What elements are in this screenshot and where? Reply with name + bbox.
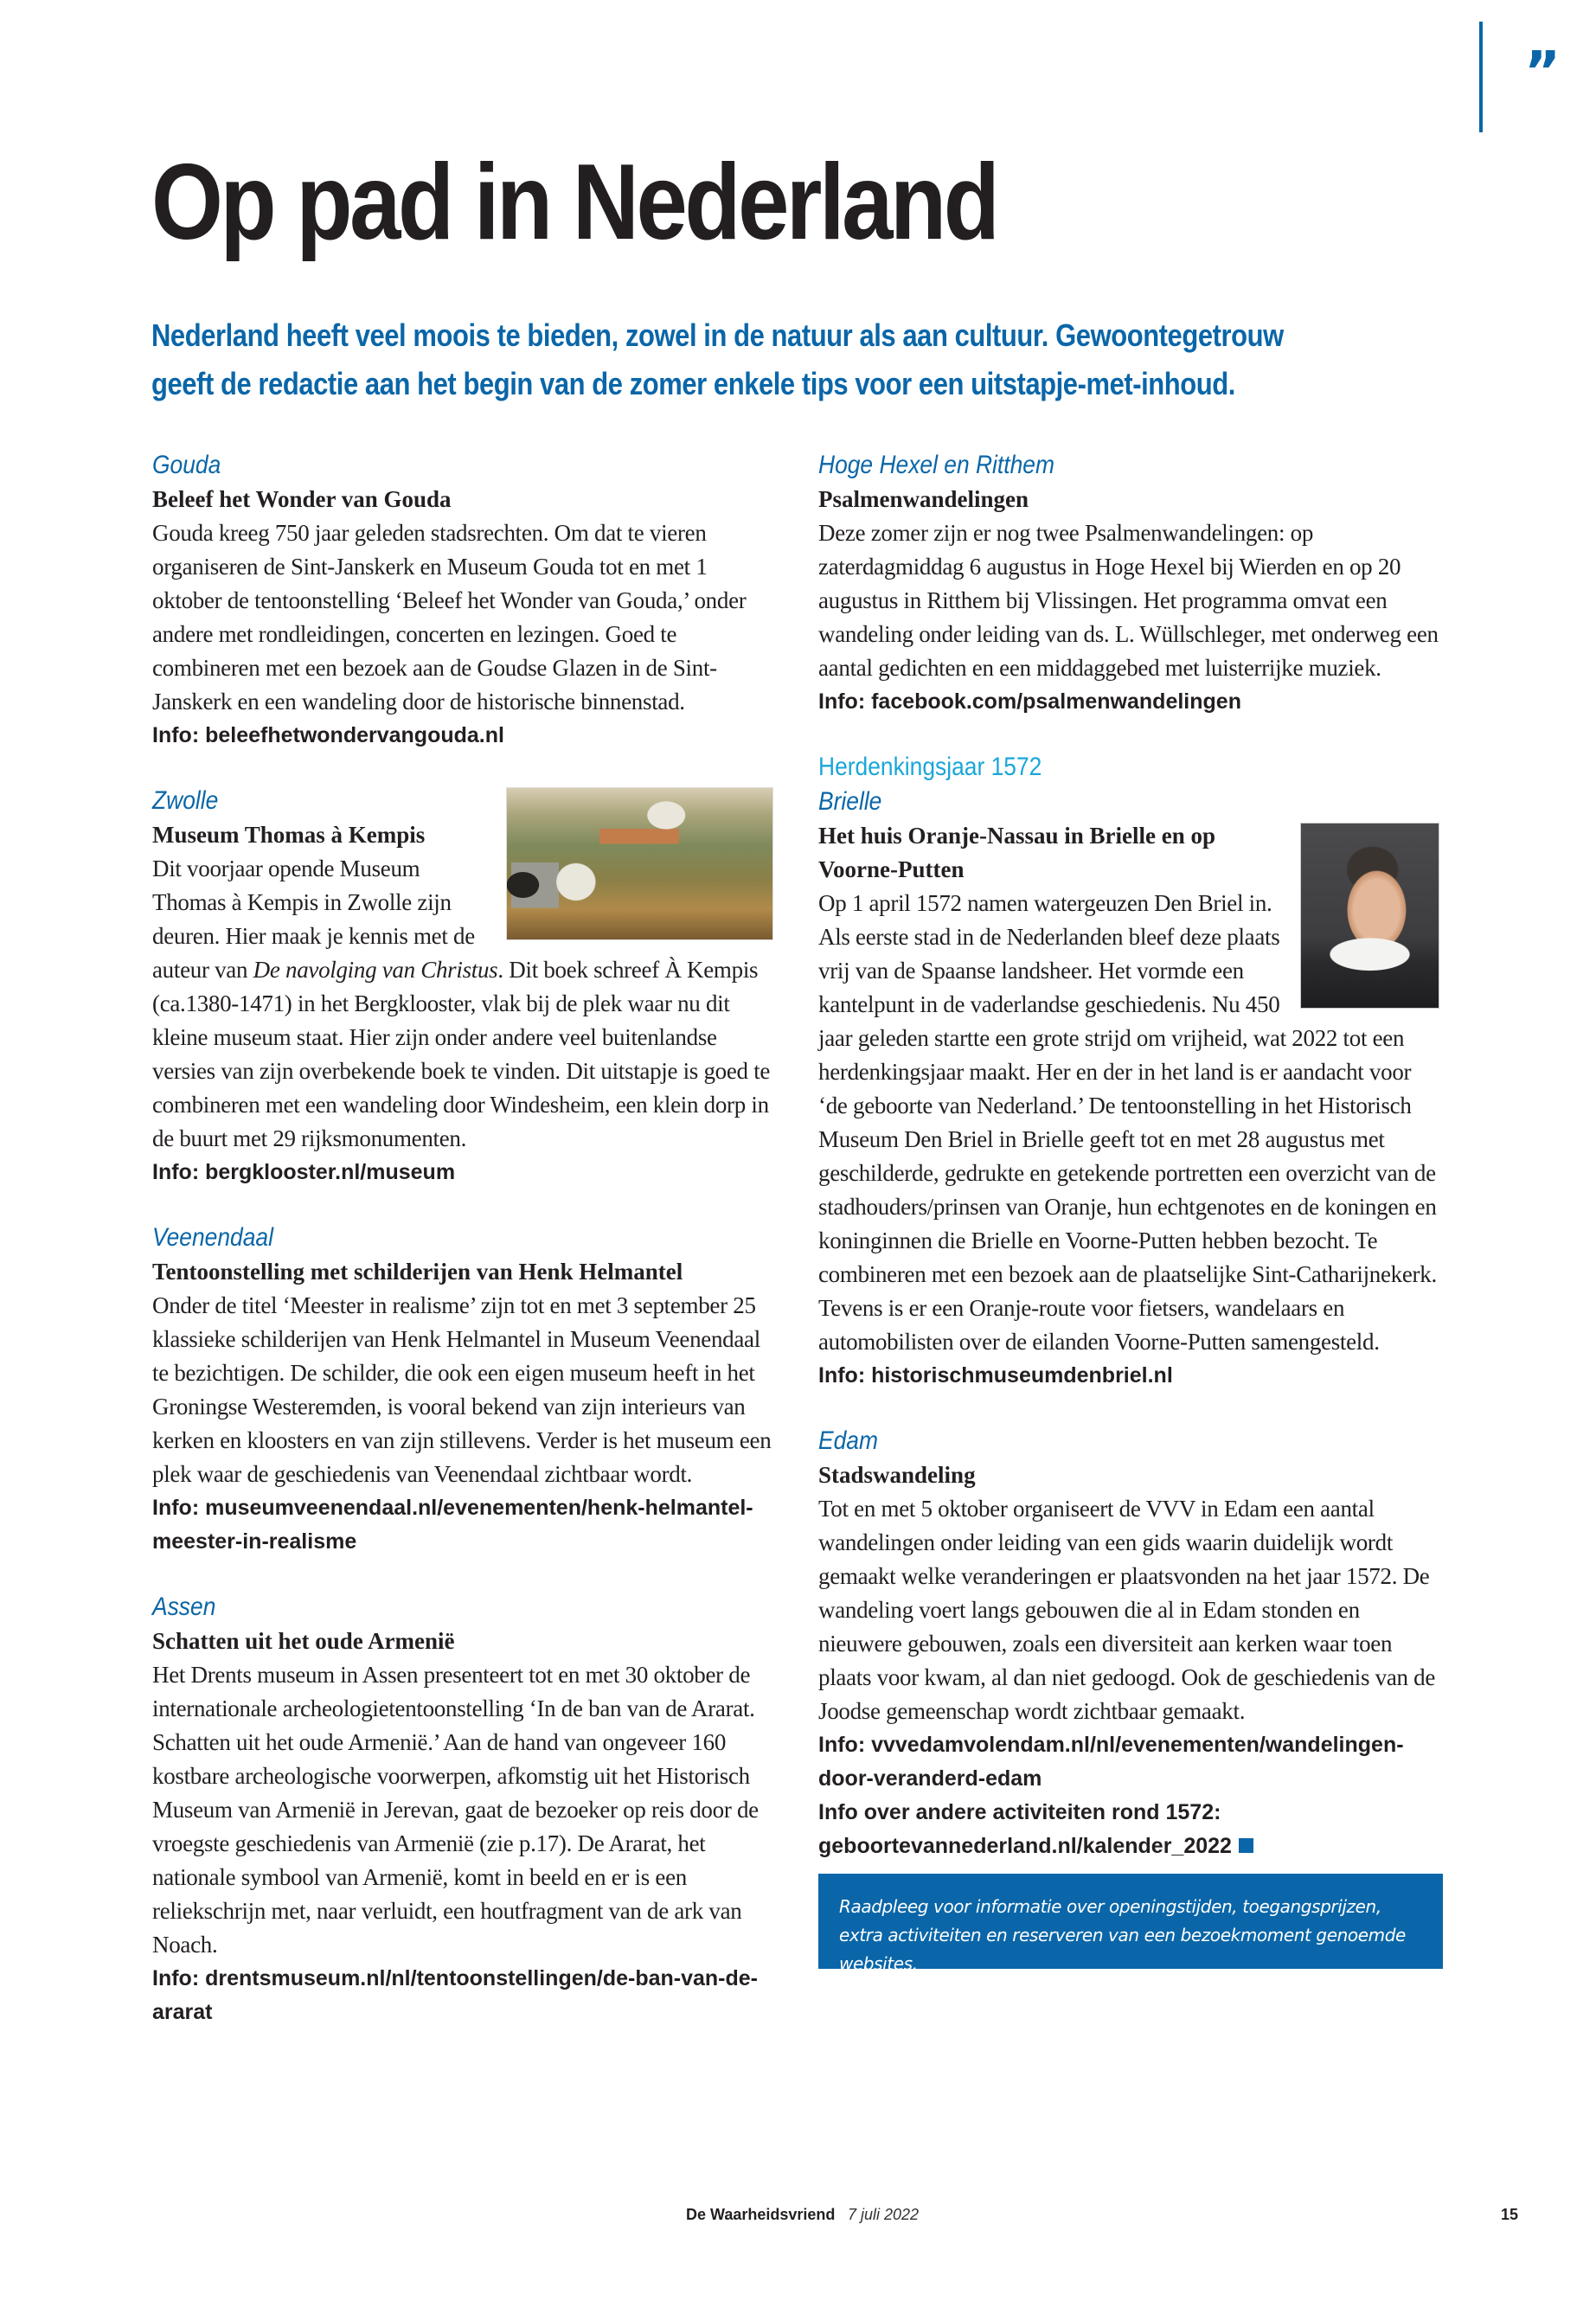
- section-veenendaal: [152, 1221, 773, 1559]
- section-body: Deze zomer zijn er nog twee Psalmenwandelingen: op zaterdagmiddag 6 augustus in Hoge Hexel bij Wierden en op 20 augustus in Ritthem bij Vlissingen. Het programma omvat een wandeling onder leiding van ds. L. Wüllschleger, met onderweg een aantal gedichten en een middaggebed met luisterrijke muziek.: [818, 520, 1439, 681]
- info-link[interactable]: Info: vvvedamvolendam.nl/nl/evenementen/wandelingen-door-veranderd-edam: [818, 1733, 1404, 1791]
- closing-quote-icon: ”: [1524, 41, 1558, 105]
- info-link[interactable]: Info: drentsmuseum.nl/nl/tentoonstellingen/de-ban-van-de-ararat: [152, 1966, 759, 2024]
- info-link-calendar[interactable]: [818, 1830, 1439, 1863]
- section-edam: [818, 1424, 1439, 1863]
- place-heading: Zwolle: [152, 786, 219, 815]
- section-body: Het Drents museum in Assen presenteert tot en met 30 oktober de internationale archeologietentoonstelling ‘In de ban van de Ararat. Schatten uit het oude Armenië.’ Aan de hand van ongeveer 160 kostbare archeologische voorwerpen, afkomstig uit het Historisch Museum van Armenië in Jerevan, gaat de bezoeker op reis door de vroegste geschiedenis van Armenië (zie p.17). De Ararat, het nationale symbool van Armenië, komt in beeld en er is een reliekschrijn met, naar verluidt, een houtfragment van de ark van Noach.: [152, 1662, 759, 1958]
- section-body: Onder de titel ‘Meester in realisme’ zijn tot en met 3 september 25 klassieke schilderijen van Henk Helmantel in Museum Veenendaal te bezichtigen. De schilder, die ook een eigen museum heeft in het Groningse Westeremden, is vooral bekend van zijn interieurs van kerken en kloosters en van zijn stillevens. Verder is het museum een plek waar de geschiedenis van Veenendaal zichtbaar wordt.: [152, 1292, 772, 1487]
- place-heading: Gouda: [152, 451, 221, 479]
- section-zwolle: [152, 784, 773, 1189]
- section-brielle: [818, 750, 1439, 1393]
- book-title: De navolging van Christus: [253, 957, 498, 983]
- header-rule: [1479, 22, 1483, 132]
- section-subtitle: Beleef het Wonder van Gouda: [152, 486, 452, 512]
- info-label: Info over andere activiteiten rond 1572:: [818, 1800, 1221, 1824]
- place-heading: Hoge Hexel en Ritthem: [818, 451, 1054, 479]
- place-heading: Veenendaal: [152, 1223, 273, 1252]
- info-link[interactable]: Info: facebook.com/psalmenwandelingen: [818, 689, 1241, 714]
- calendar-link-text[interactable]: geboortevannederland.nl/kalender_2022: [818, 1834, 1232, 1858]
- left-column: [152, 448, 773, 2061]
- section-subtitle: Tentoonstelling met schilderijen van Henk Helmantel: [152, 1259, 683, 1285]
- section-subtitle: Stadswandeling: [818, 1462, 976, 1488]
- publication-name: De Waarheidsvriend: [686, 2206, 836, 2223]
- body-text: . Dit boek schreef À Kempis (ca.1380-1471) in het Bergklooster, vlak bij de plek waar nu dit kleine museum staat. Hier zijn onder andere veel buitenlandse versies van zijn overbekende boek te vinden. Dit uitstapje is goed te combineren met een wandeling door Windesheim, een klein dorp in de buurt met 29 rijksmonumenten.: [152, 957, 771, 1151]
- info-link[interactable]: Info: museumveenendaal.nl/evenementen/henk-helmantel-meester-in-realisme: [152, 1496, 753, 1554]
- place-heading: Edam: [818, 1426, 878, 1455]
- section-subtitle: Museum Thomas à Kempis: [152, 822, 426, 848]
- place-heading: Assen: [152, 1593, 216, 1621]
- lead-paragraph: Nederland heeft veel moois te bieden, zowel in de natuur als aan cultuur. Gewoontegetrouw geeft de redactie aan het begin van de zomer enkele tips voor een uitstapje-met-inhoud.: [151, 317, 1284, 401]
- section-body: Tot en met 5 oktober organiseert de VVV in Edam een aantal wandelingen onder leiding van een gids waarin duidelijk wordt gemaakt welke veranderingen er plaatsvonden na het jaar 1572. De wandeling voert langs gebouwen die al in Edam stonden en nieuwere gebouwen, zoals een diversiteit aan kerken waar toen plaats voor kwam, al dan niet gedoogd. Ook de geschiedenis van de Joodse gemeenschap wordt zichtbaar gemaakt.: [818, 1496, 1436, 1724]
- section-body: Op 1 april 1572 namen watergeuzen Den Briel in. Als eerste stad in de Nederlanden bleef deze plaats vrij van de Spaanse landsheer. Het vormde een kantelpunt in de vaderlandse geschiedenis. Nu 450 jaar geleden startte een grote strijd om vrijheid, wat 2022 tot een herdenkingsjaar maakt. Her en der in het land is er aandacht voor ‘de geboorte van Nederland.’ De tentoonstelling in het Historisch Museum Den Briel in Brielle geeft tot en met 28 augustus met geschilderde, gedrukte en getekende portretten een overzicht van de stadhouders/prinsen van Oranje, hun echtgenotes en de koningen en koninginnen die Brielle en Voorne-Putten hebben bezocht. Te combineren met een bezoek aan de plaatselijke Sint-Catharijnekerk. Tevens is er een Oranje-route voor fietsers, wandelaars en automobilisten over de eilanden Voorne-Putten samengesteld.: [818, 890, 1437, 1355]
- section-hoge-hexel-ritthem: [818, 448, 1439, 719]
- place-heading: Brielle: [818, 787, 882, 816]
- page-title: Op pad in Nederland: [151, 143, 997, 262]
- info-link[interactable]: Info: bergklooster.nl/museum: [152, 1160, 456, 1184]
- section-subtitle: Het huis Oranje-Nassau in Brielle en op Voorne-Putten: [818, 823, 1216, 882]
- section-gouda: [152, 448, 773, 753]
- section-body: Gouda kreeg 750 jaar geleden stadsrechten. Om dat te vieren organiseren de Sint-Janskerk en Museum Gouda tot en met 1 oktober de tentoonstelling ‘Beleef het Wonder van Gouda,’ onder andere met rondleidingen, concerten en lezingen. Goed te combineren met een bezoek aan de Goudse Glazen in de Sint-Janskerk en een wandeling door de historische binnenstad.: [152, 520, 747, 715]
- section-assen: [152, 1590, 773, 2029]
- end-of-article-square-icon: [1239, 1838, 1253, 1853]
- publication-date: 7 juli 2022: [848, 2206, 920, 2223]
- section-subtitle: Psalmenwandelingen: [818, 486, 1029, 512]
- section-subtitle: Schatten uit het oude Armenië: [152, 1628, 455, 1654]
- kicker-heading: Herdenkingsjaar 1572: [818, 753, 1042, 781]
- info-link[interactable]: Info: historischmuseumdenbriel.nl: [818, 1363, 1173, 1388]
- info-link[interactable]: Info: beleefhetwondervangouda.nl: [152, 723, 504, 747]
- portrait-image: [1300, 823, 1439, 1009]
- body-text: Dit voorjaar opende Museum Thomas à Kempis in Zwolle zijn deuren. Hier maak je kennis met de auteur van: [152, 856, 475, 983]
- notice-box: Raadpleeg voor informatie over openingstijden, toegangsprijzen, extra activiteiten en reserveren van een bezoekmoment genoemde websites.: [818, 1874, 1443, 1969]
- right-column: [818, 448, 1439, 1974]
- page-number: 15: [1501, 2206, 1519, 2223]
